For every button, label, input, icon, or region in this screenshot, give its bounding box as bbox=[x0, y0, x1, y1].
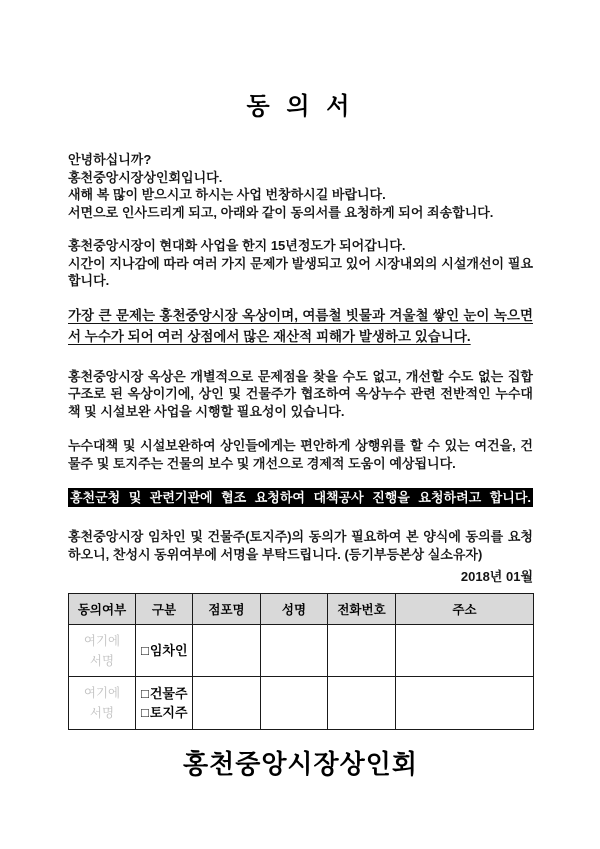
benefit-paragraph: 누수대책 및 시설보완하여 상인들에게는 편안하게 상행위를 할 수 있는 여건을, 건물주 및 토지주는 건물의 보수 및 개선으로 경제적 도움이 예상됩니다. bbox=[68, 438, 533, 471]
problem-paragraph-underlined: 가장 큰 문제는 홍천중앙시장 옥상이며, 여름철 빗물과 겨울철 쌓인 눈이 녹으면서 누수가 되어 여러 상점에서 많은 재산적 피해가 발생하고 있습니다. bbox=[68, 307, 533, 344]
consent-table bbox=[68, 593, 534, 730]
option-land-owner bbox=[141, 703, 192, 722]
intro-line-4: 서면으로 인사드리게 되고, 아래와 같이 동의서를 요청하게 되어 죄송합니다. bbox=[68, 204, 494, 220]
name-cell-empty bbox=[261, 677, 328, 730]
request-paragraph: 홍천중앙시장 임차인 및 건물주(토지주)의 동의가 필요하여 본 양식에 동의를 요청하오니, 찬성시 동위여부에 서명을 부탁드립니다. (등기부등본상 실소유자) bbox=[68, 529, 533, 562]
header-address: 주소 bbox=[396, 594, 534, 625]
option-building-owner-label: 건물주 bbox=[149, 686, 188, 701]
header-phone: 전화번호 bbox=[328, 594, 396, 625]
option-land-owner-label: 토지주 bbox=[149, 705, 188, 720]
sign-placeholder-line-2: 서명 bbox=[89, 653, 115, 668]
checkbox-icon: □ bbox=[141, 643, 149, 658]
intro-paragraph bbox=[68, 151, 533, 221]
shop-name-cell-empty bbox=[193, 625, 261, 677]
address-cell-empty bbox=[396, 625, 534, 677]
option-tenant bbox=[141, 641, 192, 660]
checkbox-icon: □ bbox=[141, 686, 149, 701]
shop-name-cell-empty bbox=[193, 677, 261, 730]
sign-placeholder-line-1: 여기에 bbox=[83, 686, 121, 700]
sign-placeholder-line-2: 서명 bbox=[89, 706, 115, 720]
sign-here-cell bbox=[69, 677, 136, 730]
category-cell-tenant bbox=[136, 625, 193, 677]
header-consent-status: 동의여부 bbox=[69, 594, 136, 625]
document-title: 동 의 서 bbox=[246, 93, 355, 120]
option-tenant-label: 임차인 bbox=[149, 643, 188, 658]
structure-paragraph: 홍천중앙시장 옥상은 개별적으로 문제점을 찾을 수도 없고, 개선할 수도 없는 집합구조로 된 옥상이기에, 상인 및 건물주가 협조하여 옥상누수 관련 전반적인 누수대책 및 시설보완 사업을 시행할 필요성이 있습니다. bbox=[68, 368, 533, 419]
table-header-row bbox=[69, 594, 534, 625]
header-shop-name: 점포명 bbox=[193, 594, 261, 625]
phone-cell-empty bbox=[328, 625, 396, 677]
sign-placeholder-line-1: 여기에 bbox=[83, 633, 121, 648]
document-date: 2018년 01월 bbox=[460, 569, 533, 584]
intro-line-1: 안녕하십니까? bbox=[68, 152, 152, 167]
checkbox-icon: □ bbox=[141, 705, 149, 720]
table-row-owner bbox=[69, 677, 534, 730]
address-cell-empty bbox=[396, 677, 534, 730]
highlighted-statement: 홍천군청 및 관련기관에 협조 요청하여 대책공사 진행을 요청하려고 합니다. bbox=[70, 490, 531, 505]
option-building-owner bbox=[141, 684, 192, 703]
organization-name-footer: 홍천중앙시장상인회 bbox=[182, 749, 419, 779]
sign-here-cell bbox=[69, 625, 136, 677]
document-content bbox=[68, 0, 533, 781]
header-category: 구분 bbox=[136, 594, 193, 625]
name-cell-empty bbox=[261, 625, 328, 677]
history-line-1: 홍천중앙시장이 현대화 사업을 한지 15년정도가 되어갑니다. bbox=[68, 238, 406, 253]
intro-line-3: 새해 복 많이 받으시고 하시는 사업 번창하시길 바랍니다. bbox=[68, 187, 386, 202]
phone-cell-empty bbox=[328, 677, 396, 730]
intro-line-2: 홍천중앙시장상인회입니다. bbox=[68, 169, 223, 185]
category-cell-owner bbox=[136, 677, 193, 730]
history-paragraph bbox=[68, 237, 533, 290]
table-row-tenant bbox=[69, 625, 534, 677]
header-name: 성명 bbox=[261, 594, 328, 625]
history-rest: 시간이 지나감에 따라 여러 가지 문제가 발생되고 있어 시장내외의 시설개선이 필요합니다. bbox=[68, 255, 533, 288]
